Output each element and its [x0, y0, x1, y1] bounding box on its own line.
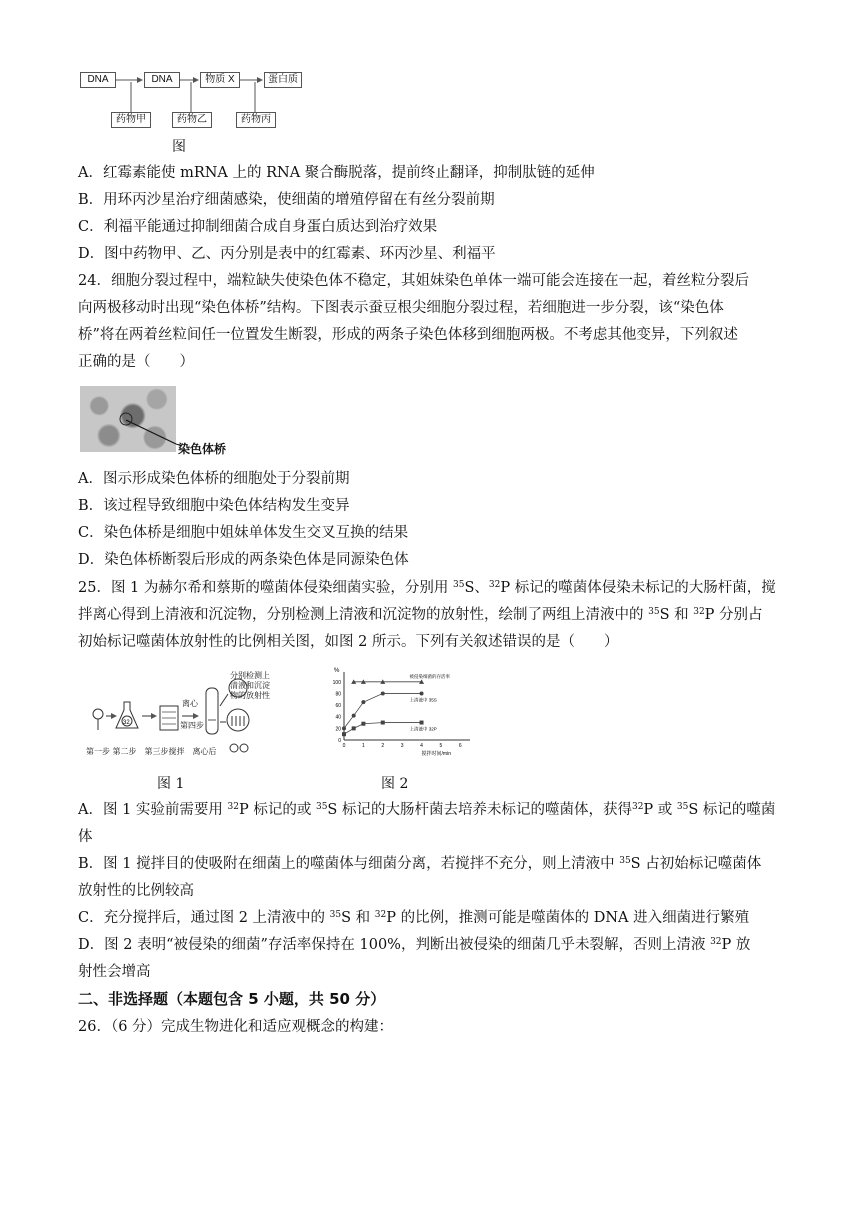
q24-option-a: A．图示形成染色体桥的细胞处于分裂前期	[78, 471, 350, 487]
fig1-bottom-label: 第一步 第二步 第三步搅拌 离心后	[86, 747, 217, 756]
chromosome-bridge-micrograph	[80, 386, 176, 452]
q26-stem: 26．（6 分）完成生物进化和适应观概念的构建：	[78, 1019, 394, 1035]
fig1-label-line-1: 分别检测上	[230, 671, 270, 680]
fig1-step4-label: 第四步	[180, 721, 204, 730]
figure-2-chart	[322, 664, 482, 768]
q25-stem-line-3: 初始标记噬菌体放射性的比例相关图，如图 2 所示。下列有关叙述错误的是（ ）	[78, 634, 619, 650]
y-tick-label: 20	[335, 726, 341, 733]
data-point	[342, 732, 346, 736]
flow-box-protein: 蛋白质	[264, 72, 302, 88]
data-point	[352, 726, 356, 730]
flow-box-dna-1: DNA	[80, 72, 116, 88]
data-point	[420, 721, 424, 725]
flow-box-substance-x: 物质 X	[200, 72, 240, 88]
x-tick-label: 5	[439, 743, 443, 749]
data-point	[381, 691, 385, 695]
figure-1	[86, 666, 310, 762]
x-axis-label: 搅拌时间/min	[421, 751, 451, 757]
drug-jia-box: 药物甲	[111, 112, 151, 128]
fig1-centrifuge-label: 离心	[182, 699, 198, 708]
q24-stem-line-3: 桥”将在两着丝粒间任一位置发生断裂，形成的两条子染色体移到细胞两极。不考虑其他变异，下列叙述	[78, 327, 738, 343]
y-tick-label: 80	[335, 691, 341, 698]
section-2-heading: 二、非选择题（本题包含 5 小题，共 50 分）	[78, 990, 386, 1008]
data-point	[361, 700, 365, 704]
fig1-label-line-2: 清液和沉淀	[230, 681, 270, 690]
x-tick-label: 4	[420, 743, 423, 749]
q25-option-c: C．充分搅拌后，通过图 2 上清液中的 $^{35}$S 和 $^{32}$P 的比例，推测可能是噬菌体的 DNA 进入细菌进行繁殖	[78, 910, 750, 926]
data-point	[361, 722, 365, 726]
q25-option-a-line-2: 体	[78, 829, 93, 845]
y-tick-label: 40	[335, 714, 341, 721]
q25-stem-line-2: 拌离心得到上清液和沉淀物，分别检测上清液和沉淀物的放射性，绘制了两组上清液中的 $^{35}$S 和 $^{32}$P 分别占	[78, 607, 763, 623]
chromosome-bridge-label: 染色体桥	[178, 442, 227, 456]
q24-stem-line-1: 24．细胞分裂过程中，端粒缺失使染色体不稳定，其姐妹染色单体一端可能会连接在一起，着丝粒分裂后	[78, 273, 749, 289]
drug-yi-box: 药物乙	[172, 112, 212, 128]
x-tick-label: 6	[458, 743, 462, 749]
series-label: 上清液中 32P	[409, 726, 437, 732]
flask-label: 32	[123, 720, 130, 726]
q24-option-d: D．染色体桥断裂后形成的两条染色体是同源染色体	[78, 552, 409, 568]
q24-option-c: C．染色体桥是细胞中姐妹单体发生交叉互换的结果	[78, 525, 409, 541]
series-label: 上清液中 35S	[409, 697, 437, 703]
fig1-label-line-3: 物的放射性	[230, 691, 270, 700]
q23-option-b: B．用环丙沙星治疗细菌感染，使细菌的增殖停留在有丝分裂前期	[78, 192, 495, 208]
q25-option-b-line-1: B．图 1 搅拌目的使吸附在细菌上的噬菌体与细菌分离，若搅拌不充分，则上清液中 $^{35}$S 占初始标记噬菌体	[78, 856, 762, 872]
x-tick-label: 0	[342, 743, 346, 749]
q25-option-b-line-2: 放射性的比例较高	[78, 883, 194, 899]
q23-option-d: D．图中药物甲、乙、丙分别是表中的红霉素、环丙沙星、利福平	[78, 246, 496, 262]
y-axis-label: %	[334, 668, 340, 674]
data-point	[420, 691, 424, 695]
q24-option-b: B．该过程导致细胞中染色体结构发生变异	[78, 498, 350, 514]
series-label: 被侵染细菌的存活率	[409, 673, 451, 679]
drug-bing-box: 药物丙	[236, 112, 276, 128]
x-tick-label: 2	[381, 743, 385, 749]
y-tick-label: 60	[335, 703, 341, 710]
data-point	[381, 721, 385, 725]
q23-option-a: A．红霉素能使 mRNA 上的 RNA 聚合酶脱落，提前终止翻译，抑制肽链的延伸	[78, 165, 595, 181]
y-tick-label: 100	[332, 679, 341, 686]
figure-1-caption: 图 1	[157, 776, 185, 792]
q25-option-d-line-2: 射性会增高	[78, 964, 151, 980]
flow-caption: 图	[172, 139, 186, 155]
figure-2-caption: 图 2	[381, 776, 409, 792]
q25-option-a-line-1: A．图 1 实验前需要用 $^{32}$P 标记的或 $^{35}$S 标记的大肠杆菌去培养未标记的噬菌体，获得$^{32}$P 或 $^{35}$S 标记的噬菌	[78, 802, 776, 818]
q24-stem-line-4: 正确的是（ ）	[78, 354, 194, 370]
q25-option-d-line-1: D．图 2 表明“被侵染的细菌”存活率保持在 100%，判断出被侵染的细菌几乎未裂解，否则上清液 $^{32}$P 放	[78, 937, 751, 953]
x-tick-label: 1	[361, 743, 365, 749]
data-point	[352, 714, 356, 718]
q25-stem-line-1: 25．图 1 为赫尔希和蔡斯的噬菌体侵染细菌实验，分别用 $^{35}$S、$^{32}$P 标记的噬菌体侵染未标记的大肠杆菌，搅	[78, 580, 776, 596]
y-tick-label: 0	[338, 738, 341, 744]
q24-stem-line-2: 向两极移动时出现“染色体桥”结构。下图表示蚕豆根尖细胞分裂过程，若细胞进一步分裂，该“染色体	[78, 300, 724, 316]
data-point	[342, 726, 346, 730]
x-tick-label: 3	[400, 743, 404, 749]
flow-arrows	[0, 0, 320, 140]
flow-box-dna-2: DNA	[144, 72, 180, 88]
q23-option-c: C．利福平能通过抑制细菌合成自身蛋白质达到治疗效果	[78, 219, 438, 235]
